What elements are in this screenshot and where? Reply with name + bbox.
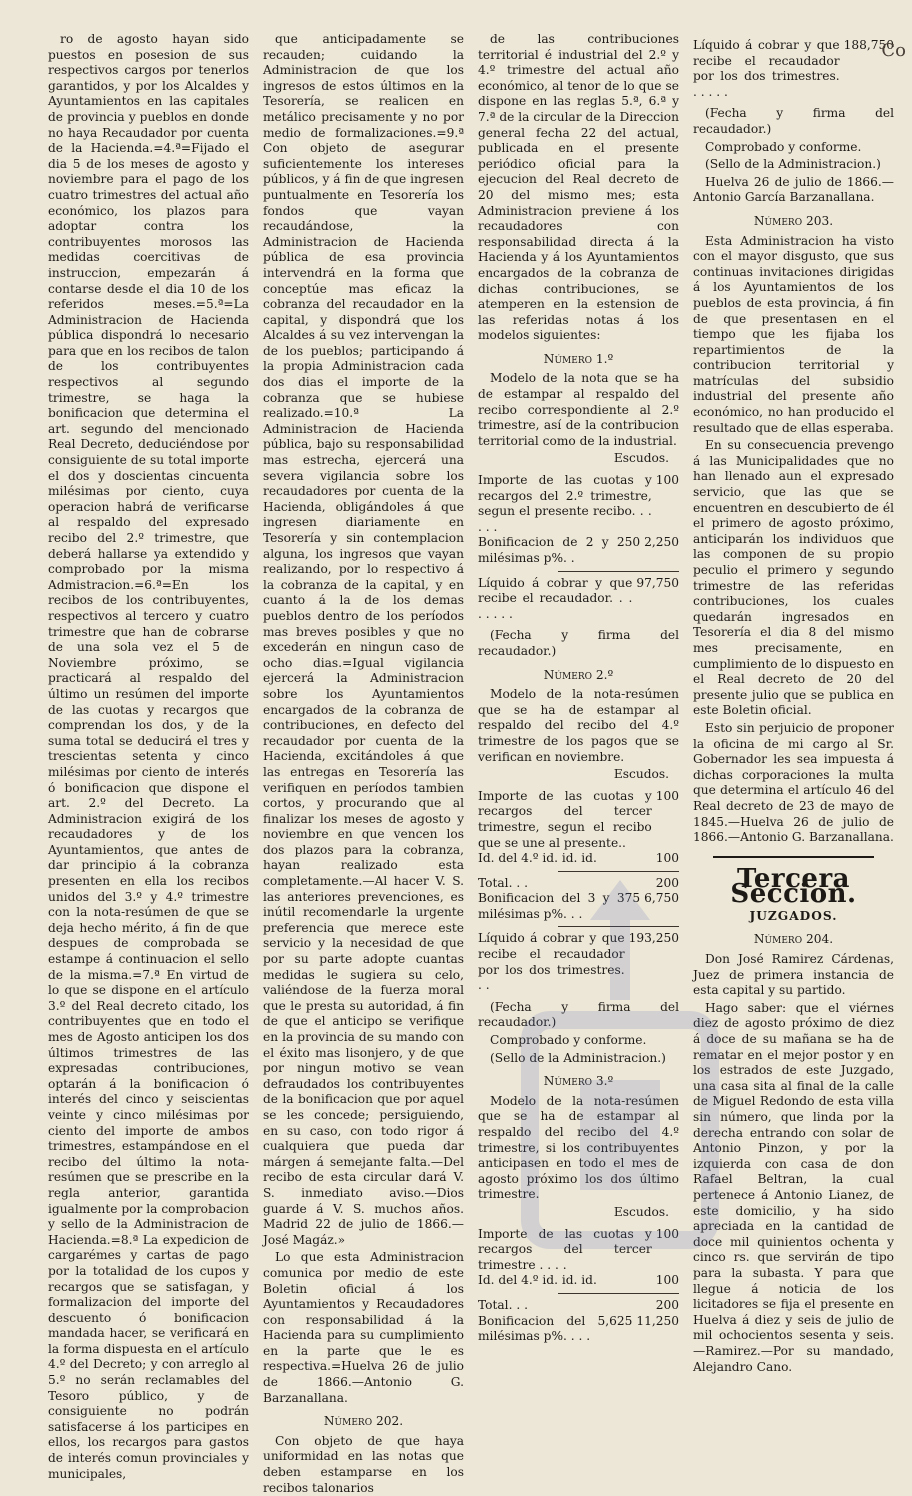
row-label: Total. . . [478,1297,528,1312]
row-value: 97,750 [636,575,679,590]
divider [558,926,679,927]
col2-announcement: Lo que esta Administracion comunica por medio de este Boletin oficial á los Ayuntamientos y Recaudadores con responsabilidad á la Hacienda para su cumplimiento en la parte que le es respectiva.=Huelva 26 de julio de 1866.—Antonio G. Barzanallana. [263,1250,464,1405]
modelo2-seal: (Sello de la Administracion.) [490,1050,666,1065]
column-2 [263,32,464,1495]
number-204-text: Don José Ramirez Cárdenas, Juez de primera instancia de esta capital y su partido. [693,952,894,998]
modelo1-table [478,473,679,622]
col4-sign: (Fecha y firma del recaudador.) [693,106,894,136]
row-label: Total. . . [478,875,528,890]
row-value: 100 [655,1226,679,1241]
row-label: Importe de las cuotas y recargos del tercer trimestre, segun el recibo que se une al presente.. [478,788,652,850]
number-203-text-2: En su consecuencia prevengo á las Municipalidades que no han llenado aun el expresado servicio, que las que se encuentren en descubierto de él el primero de agosto próximo, anticiparán los individuos que las componen de su propio peculio el primero y segundo trimestre de las referidas contribuciones, los cuales quedarán ingresados en Tesorería el dia 8 del mismo mes precisamente, en cumplimiento de lo dispuesto en el Real decreto de 20 del presente julio que se publica en este Boletin oficial. [693,438,894,718]
number-204-text-2: Hago saber: que el viérnes diez de agosto próximo de diez á doce de su mañana se ha de rematar en el mejor postor y en los estrados de este Juzgado, una casa sita al final de la calle de Miguel Redondo de esta villa sin número, que linda por la derecha entrando con solar de Antonio Pinzon, y por la izquierda con casa de don Rafael Beltran, la cual pertenece á Antonio Lianez, de este domicilio, y ha sido apreciada en la cantidad de doce mil quinientos ochenta y cinco rs. que servirán de tipo para la subasta. Y para que llegue á noticia de los licitadores se fija el presente en Huelva á diez y seis de julio de mil ochocientos sesenta y seis.—Ramirez.—Por su mandado, Alejandro Cano. [693,1000,894,1374]
col3-intro: de las contribuciones territorial é industrial del 2.º y 4.º trimestre del actual año económico, al tenor de lo que se dispone en las reglas 5.ª, 6.ª y 7.ª de la circular de la Direccion general fecha 22 del actual, publicada en el presente periódico oficial para la ejecucion del Real decreto de 20 del mismo mes; esta Administracion previene á los recaudadores con responsabilidad directa á la Hacienda y á los Ayuntamientos encargados de la cobranza de dichas contribuciones, se atemperen en la estension de las referidas notas á los modelos siguientes: [478,32,679,343]
row-label: Importe de las cuotas y recargos del tercer trimestre . . . . [478,1226,652,1272]
row-value: 2,250 [644,535,679,550]
modelo1-heading: Número 1.º [543,351,614,366]
number-202-heading: Número 202. [323,1414,404,1429]
column-4 [693,32,894,1374]
modelo2-sign: (Fecha y firma del recaudador.) [478,999,679,1030]
table-row [478,576,679,623]
row-label: Bonificacion del 3 y 375 milésimas p%. . . [478,891,641,921]
table-row [478,851,679,867]
row-label: Importe de las cuotas y recargos del 2.º trimestre, segun el presente recibo. . . . . . [478,473,652,534]
row-label: Líquido á cobrar y que recibe el recaudador por los dos trimestres. . . [478,931,625,993]
modelo3-currency: Escudos. [613,1204,669,1219]
edge-mark: Co [881,40,906,61]
modelo3-table-cont [693,38,894,100]
row-value: 100 [655,473,679,488]
section-title: Tercera Seccion. [730,863,857,910]
table-row [693,38,894,100]
modelo2-table [478,789,679,994]
number-203-heading: Número 203. [753,213,834,228]
row-value: 188,750 [843,38,894,52]
modelo1-sign: (Fecha y firma del recaudador.) [478,628,679,658]
modelo3-table [478,1227,679,1345]
row-value: 100 [655,851,679,866]
row-label: Líquido á cobrar y que recibe el recaudador. . . . . . . . [478,575,633,621]
row-value: 6,750 [644,891,679,906]
row-value: 100 [655,788,679,803]
table-row [478,1273,679,1289]
number-203-text: Esta Administracion ha visto con el mayor disgusto, que sus continuas invitaciones dirigidas á los Ayuntamientos de los pueblos de esta provincia, á fin de que presentasen en el tiempo que les fijaba los repartimientos de la contribucion territorial y matrículas del subsidio industrial del presente año económico, no han producido el resultado que de ellas esperaba. [693,233,894,435]
number-204-heading: Número 204. [753,932,834,947]
number-202-text: Con objeto de que haya uniformidad en las notas que deben estamparse en los recibos talonarios [263,1433,464,1495]
section-divider [713,856,874,858]
modelo3-heading: Número 3.º [543,1074,614,1089]
col2-text: que anticipadamente se recauden; cuidando la Administracion de que los ingresos de estos últimos en la Tesorería, se realicen en metálico precisamente y no por medio de formalizaciones.=9.ª Con objeto de asegurar suficientemente los intereses públicos, y á fin de que ingresen puntualmente en Tesorería los fondos que vayan recaudándose, la Administracion de Hacienda pública de esa provincia intervendrá en la forma que conceptúe mas eficaz la cobranza del recaudador en la capital, y dispondrá que los Alcaldes á su vez intervengan la de los pueblos; participando á la propia Administracion cada dos dias el importe de la cobranza que se hubiese realizado.=10.ª La Administracion de Hacienda pública, bajo su responsabilidad mas estrecha, ejercerá una severa vigilancia sobre los recaudadores por cuenta de la Hacienda, obligándoles á que ingresen diariamente en Tesorería y sin contemplacion alguna, los ingresos que vayan realizando, por lo respectivo á la cobranza de la capital, y en cuanto á la de los demas pueblos dentro de los períodos mas breves posibles y que no excederán en ningun caso de ocho dias.=Igual vigilancia ejercerá la Administracion sobre los Ayuntamientos encargados de la cobranza de contribuciones, en defecto del recaudador por cuenta de la Hacienda, excitándoles á que las entregas en Tesorería las verifiquen en períodos tambien cortos, y procurando que al finalizar los meses de agosto y noviembre en que vencen los dos plazos para la cobranza, hayan realizado esta completamente.—Al hacer V. S. las anteriores prevenciones, es inútil recomendarle la urgente preferencia que merece este servicio y la necesidad de que por su parte adopte cuantas medidas le sugiera su celo, valiéndose de la fuerza moral que le presta su autoridad, á fin de que el anticipo se verifique en la provincia de su mando con el éxito mas lisonjero, y de que por ningun motivo se vean defraudados los contribuyentes de la bonificacion que por aquel se les concede; persiguiendo, en su caso, con todo rigor á cualquiera que pueda dar márgen á semejante falta.—Del recibo de esta circular dará V. S. inmediato aviso.—Dios guarde á V. S. muchos años. Madrid 22 de julio de 1866.—José Magáz.» [263,32,464,1247]
col1-text: ro de agosto hayan sido puestos en posesion de sus respectivos cargos por tenerlos garantidos, y por los Alcaldes y Ayuntamientos en las capitales de provincia y pueblos en donde no haya Recaudador por cuenta de la Hacienda.=4.ª=Fijado el dia 5 de los meses de agosto y noviembre para el pago de los cuatro trimestres del actual año económico, los plazos para adoptar contra los contribuyentes morosos las medidas coercitivas de instruccion, empezarán á contarse desde el dia 10 de los referidos meses.=5.ª=La Administracion de Hacienda pública dispondrá lo necesario para que en los recibos de talon de los contribuyentes respectivos al segundo trimestre, se haga la bonificacion que determina el art. segundo del mencionado Real Decreto, deduciéndose por consiguiente de su total importe el dos y doscientas cincuenta milésimas por ciento, cuya operacion habrá de verificarse al respaldo del expresado recibo del 2.º trimestre, que deberá hallarse ya extendido y comprobado por la misma Admistracion.=6.ª=En los recibos de los contribuyentes, respectivos al tercero y cuatro trimestre que han de cobrarse de una sola vez el 5 de Noviembre próximo, se practicará al respaldo del último un resúmen del importe de las cuotas y recargos que comprendan los dos, y de la suma total se deducirá el tres y trescientas setenta y cinco milésimas por ciento de interés ó bonificacion que dispone el art. 2.º del Decreto. La Administracion exigirá de los recaudadores y de los Ayuntamientos, que antes de dar principio á la cobranza presenten en ella los recibos unidos del 3.º y 4.º trimestre con la nota-resúmen de que se deja hecho mérito, á fin de que despues de comprobada se estampe á continuacion el sello de la misma.=7.ª En virtud de lo que se dispone en el artículo 3.º del Real decreto citado, los contribuyentes que en todo el mes de Agosto anticipen los dos últimos trimestres de las expresadas contribuciones, optarán á la bonificacion ó interés del cinco y seiscientas veinte y cinco milésimas por ciento del importe de ambos trimestres, estampándose en el recibo del último la nota-resúmen que se prescribe en la regla anterior, garantida igualmente por la comprobacion y sello de la Administracion de Hacienda.=8.ª La expedicion de cargarémes y cartas de pago por la totalidad de los cupos y recargos que se satisfagan, y formalizacion del importe del descuento ó bonificacion mandada hacer, se verificará en la forma dispuesta en el artículo 4.º del Decreto; y con arreglo al 5.º no serán reclamables del Tesoro público, y de consiguiente no podrán satisfacerse á los participes en ellos, los recargos para gastos de interés comun provinciales y municipales, [48,32,249,1481]
modelo1-desc: Modelo de la nota que se ha de estampar al respaldo del recibo correspondiente al 2.º trimestre, así de la contribucion territorial como de la industrial. [478,371,679,448]
modelo1-currency: Escudos. [613,451,669,466]
modelo3-desc: Modelo de la nota-resúmen que se ha de estampar al respaldo del recibo del 4.º trimestre, si los contribuyentes anticipasen en todo el mes de agosto próximo los dos último trimestre. [478,1093,679,1202]
row-label: Bonificacion del 5,625 milésimas p%. . . . [478,1313,633,1344]
table-row [478,876,679,892]
row-value: 193,250 [628,931,679,946]
number-203-text-3: Esto sin perjuicio de proponer la oficina de mi cargo al Sr. Gobernador les sea impuesta á dichas corporaciones la multa que determina el artículo 46 del Real decreto de 23 de mayo de 1845.—Huelva 26 de julio de 1866.—Antonio G. Barzanallana. [693,720,894,845]
row-value: 200 [655,875,679,890]
modelo2-currency: Escudos. [613,767,669,782]
modelo2-heading: Número 2.º [543,667,614,682]
table-row [478,891,679,922]
divider [558,571,679,572]
row-label: Bonificacion de 2 y 250 milésimas p%. . [478,535,641,565]
table-row [478,535,679,566]
column-1 [48,32,249,1481]
table-row [478,473,679,535]
row-label: Líquido á cobrar y que recibe el recaudador por los dos trimestres. . . . . . [693,38,840,99]
modelo2-desc: Modelo de la nota-resúmen que se ha de estampar al respaldo del recibo del 4.º trimestre de los pagos que se verifican en noviembre. [478,687,679,764]
table-row [478,1314,679,1345]
juzgados-heading: JUZGADOS. [749,908,838,923]
column-3 [478,32,679,1344]
table-row [478,1298,679,1314]
row-value: 11,250 [636,1313,679,1328]
row-label: Id. del 4.º id. id. id. [478,1273,597,1288]
table-row [478,1227,679,1274]
col4-check: Comprobado y conforme. [705,139,862,154]
table-row [478,931,679,993]
row-value: 200 [655,1297,679,1312]
modelo2-check: Comprobado y conforme. [490,1033,647,1048]
row-value: 100 [655,1273,679,1288]
table-row [478,789,679,851]
col4-date: Huelva 26 de julio de 1866.—Antonio García Barzanallana. [693,174,894,205]
col4-seal: (Sello de la Administracion.) [705,157,881,172]
divider [558,871,679,872]
row-label: Id. del 4.º id. id. id. [478,851,597,866]
divider [558,1293,679,1294]
